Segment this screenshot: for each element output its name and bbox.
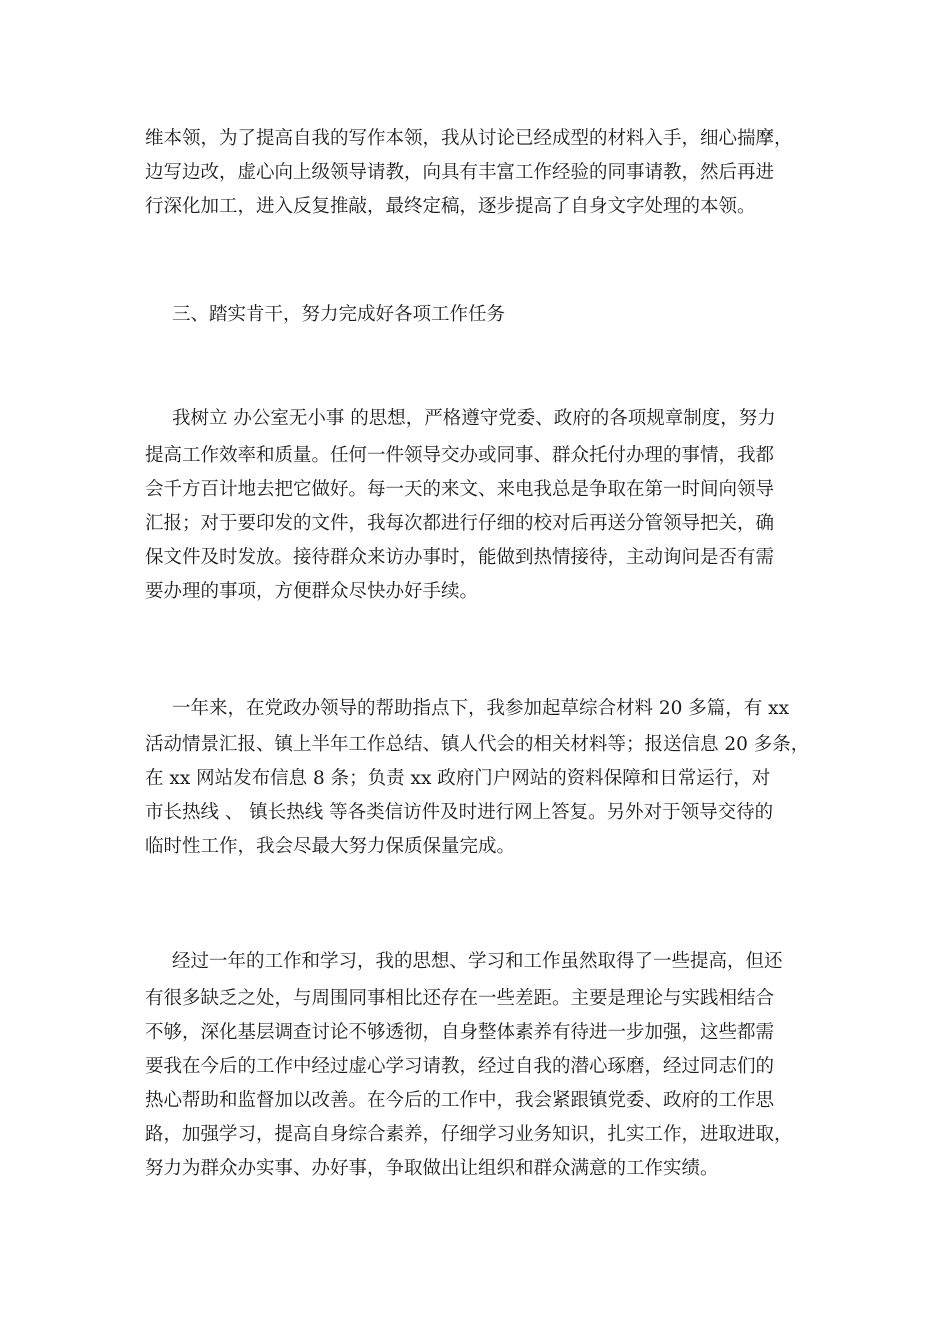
text-line: 经过一年的工作和学习，我的思想、学习和工作虽然取得了一些提高，但还 bbox=[172, 951, 783, 972]
text-line: 会千方百计地去把它做好。每一天的来文、来电我总是争取在第一时间向领导 bbox=[145, 479, 775, 500]
text-line: 要我在今后的工作中经过虚心学习请教，经过自我的潜心琢磨，经过同志们的 bbox=[145, 1056, 775, 1077]
text-line: 保文件及时发放。接待群众来访办事时，能做到热情接待，主动询问是否有需 bbox=[145, 547, 775, 568]
text-line: 努力为群众办实事、办好事，争取做出让组织和群众满意的工作实绩。 bbox=[145, 1158, 719, 1179]
text-line: 我树立 办公室无小事 的思想，严格遵守党委、政府的各项规章制度，努力 bbox=[172, 408, 776, 429]
text-line: 要办理的事项，方便群众尽快办好手续。 bbox=[145, 581, 479, 602]
text-line: 行深化加工，进入反复推敲，最终定稿，逐步提高了自身文字处理的本领。 bbox=[145, 196, 756, 217]
text-line: 活动情景汇报、镇上半年工作总结、镇人代会的相关材料等；报送信息 20 多条， bbox=[145, 734, 810, 755]
text-line: 提高工作效率和质量。任何一件领导交办或同事、群众托付办理的事情，我都 bbox=[145, 445, 775, 466]
section-heading: 三、踏实肯干，努力完成好各项工作任务 bbox=[172, 304, 506, 325]
text-line: 临时性工作，我会尽最大努力保质保量完成。 bbox=[145, 836, 516, 857]
text-line: 不够，深化基层调查讨论不够透彻，自身整体素养有待进一步加强，这些都需 bbox=[145, 1022, 775, 1043]
text-line: 路，加强学习，提高自身综合素养，仔细学习业务知识，扎实工作，进取进取， bbox=[145, 1124, 793, 1145]
text-line: 热心帮助和监督加以改善。在今后的工作中，我会紧跟镇党委、政府的工作思 bbox=[145, 1090, 775, 1111]
text-line: 有很多缺乏之处，与周围同事相比还存在一些差距。主要是理论与实践相结合 bbox=[145, 988, 775, 1009]
text-line: 维本领，为了提高自我的写作本领，我从讨论已经成型的材料入手，细心揣摩， bbox=[145, 128, 793, 149]
text-line: 边写边改，虚心向上级领导请教，向具有丰富工作经验的同事请教，然后再进 bbox=[145, 162, 775, 183]
text-line: 在 xx 网站发布信息 8 条；负责 xx 政府门户网站的资料保障和日常运行，对 bbox=[145, 768, 771, 789]
text-line: 一年来，在党政办领导的帮助指点下，我参加起草综合材料 20 多篇，有 xx bbox=[172, 698, 790, 719]
text-line: 市长热线 、 镇长热线 等各类信访件及时进行网上答复。另外对于领导交待的 bbox=[145, 802, 774, 823]
text-line: 汇报；对于要印发的文件，我每次都进行仔细的校对后再送分管领导把关，确 bbox=[145, 513, 775, 534]
